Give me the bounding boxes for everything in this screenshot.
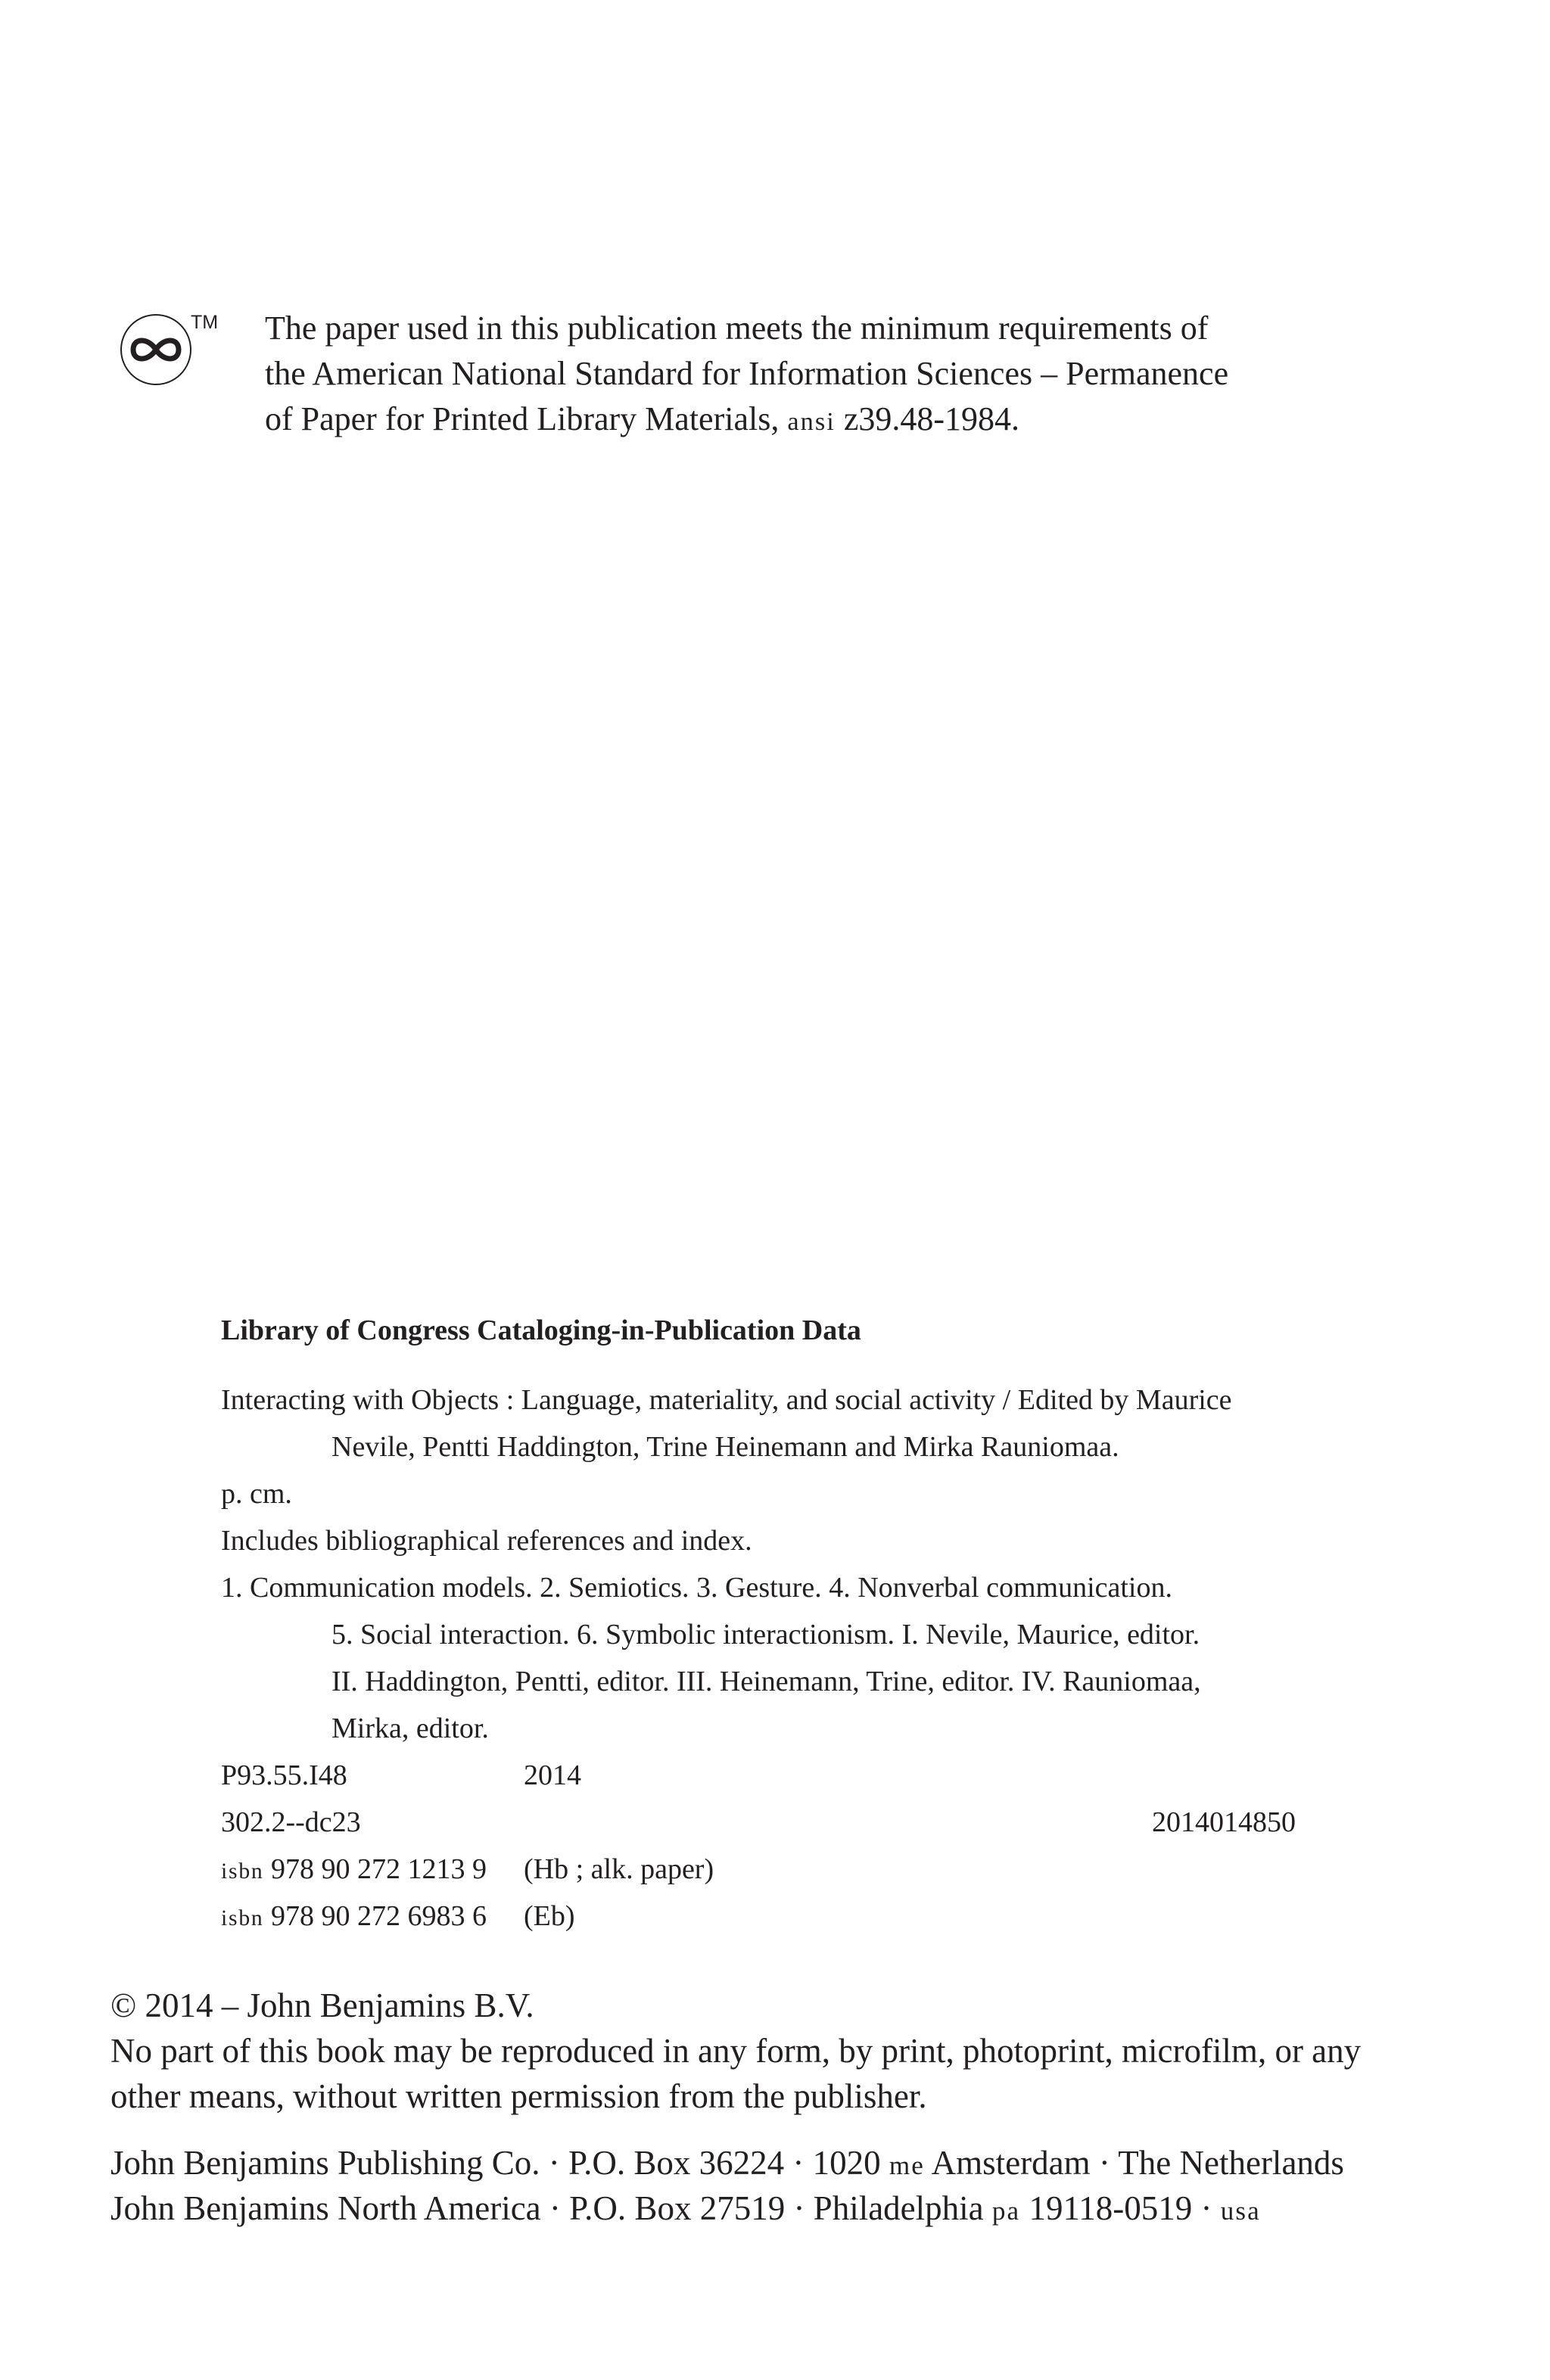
- copyright-line: © 2014 – John Benjamins B.V.: [110, 1986, 534, 2024]
- cip-lccn: 2014014850: [1152, 1806, 1296, 1838]
- cip-isbn-hardback: [221, 1853, 487, 1886]
- cip-subjects-line-3: II. Haddington, Pentti, editor. III. Heinemann, Trine, editor. IV. Rauniomaa,: [331, 1666, 1201, 1697]
- publisher-address-usa: [110, 2189, 1261, 2228]
- cip-title-line-1: Interacting with Objects : Language, materiality, and social activity / Edited by Maurice: [221, 1384, 1232, 1416]
- infinity-permanence-icon: [118, 312, 194, 387]
- cip-call-year: 2014: [524, 1759, 581, 1791]
- isbn-ebook-number: 978 90 272 6983 6: [263, 1900, 487, 1932]
- trademark-mark: TM: [191, 312, 219, 333]
- copyright-notice-line-2: other means, without written permission from the publisher.: [110, 2077, 927, 2115]
- cip-isbn-ebook: [221, 1899, 487, 1933]
- publisher-nl-part-1: John Benjamins Publishing Co. · P.O. Box 36224 · 1020: [110, 2144, 889, 2182]
- cip-subjects-line-2: 5. Social interaction. 6. Symbolic interactionism. I. Nevile, Maurice, editor.: [331, 1619, 1200, 1650]
- publisher-nl-part-2: Amsterdam · The Netherlands: [924, 2144, 1344, 2182]
- isbn-label: isbn: [221, 1906, 264, 1930]
- publisher-us-pa: pa: [991, 2196, 1021, 2226]
- cip-pages: p. cm.: [221, 1478, 292, 1510]
- cip-call-number: P93.55.I48: [221, 1759, 347, 1791]
- publisher-nl-me: me: [889, 2151, 925, 2180]
- permanence-notice-line-3-text: of Paper for Printed Library Materials,: [265, 400, 788, 437]
- cip-subjects-line-4: Mirka, editor.: [331, 1713, 489, 1744]
- cip-subjects-line-1: 1. Communication models. 2. Semiotics. 3. Gesture. 4. Nonverbal communication.: [221, 1572, 1172, 1604]
- cip-title-line-2: Nevile, Pentti Haddington, Trine Heinemann and Mirka Rauniomaa.: [331, 1431, 1119, 1463]
- permanence-notice-line-2: the American National Standard for Information Sciences – Permanence: [265, 355, 1229, 392]
- cip-isbn-hardback-note: (Hb ; alk. paper): [524, 1853, 714, 1885]
- isbn-hardback-number: 978 90 272 1213 9: [263, 1853, 487, 1885]
- copyright-notice-line-1: No part of this book may be reproduced in any form, by print, photoprint, microfilm, or any: [110, 2032, 1362, 2070]
- cip-isbn-ebook-note: (Eb): [524, 1900, 575, 1932]
- publisher-us-usa: usa: [1220, 2196, 1261, 2226]
- ansi-label: ansi: [787, 407, 836, 436]
- cip-heading: Library of Congress Cataloging-in-Publication Data: [221, 1314, 861, 1346]
- permanence-notice-line-3: [265, 400, 1019, 438]
- publisher-address-netherlands: [110, 2143, 1344, 2182]
- isbn-label: isbn: [221, 1859, 264, 1884]
- cip-includes: Includes bibliographical references and index.: [221, 1525, 752, 1557]
- publisher-us-part-1: John Benjamins North America · P.O. Box 27519 · Philadelphia: [110, 2189, 992, 2227]
- permanence-notice-line-1: The paper used in this publication meets the minimum requirements of: [265, 310, 1209, 347]
- cip-dewey: 302.2--dc23: [221, 1806, 361, 1838]
- ansi-standard-number: z39.48-1984.: [835, 400, 1020, 437]
- publisher-us-part-2: 19118-0519 ·: [1020, 2189, 1221, 2227]
